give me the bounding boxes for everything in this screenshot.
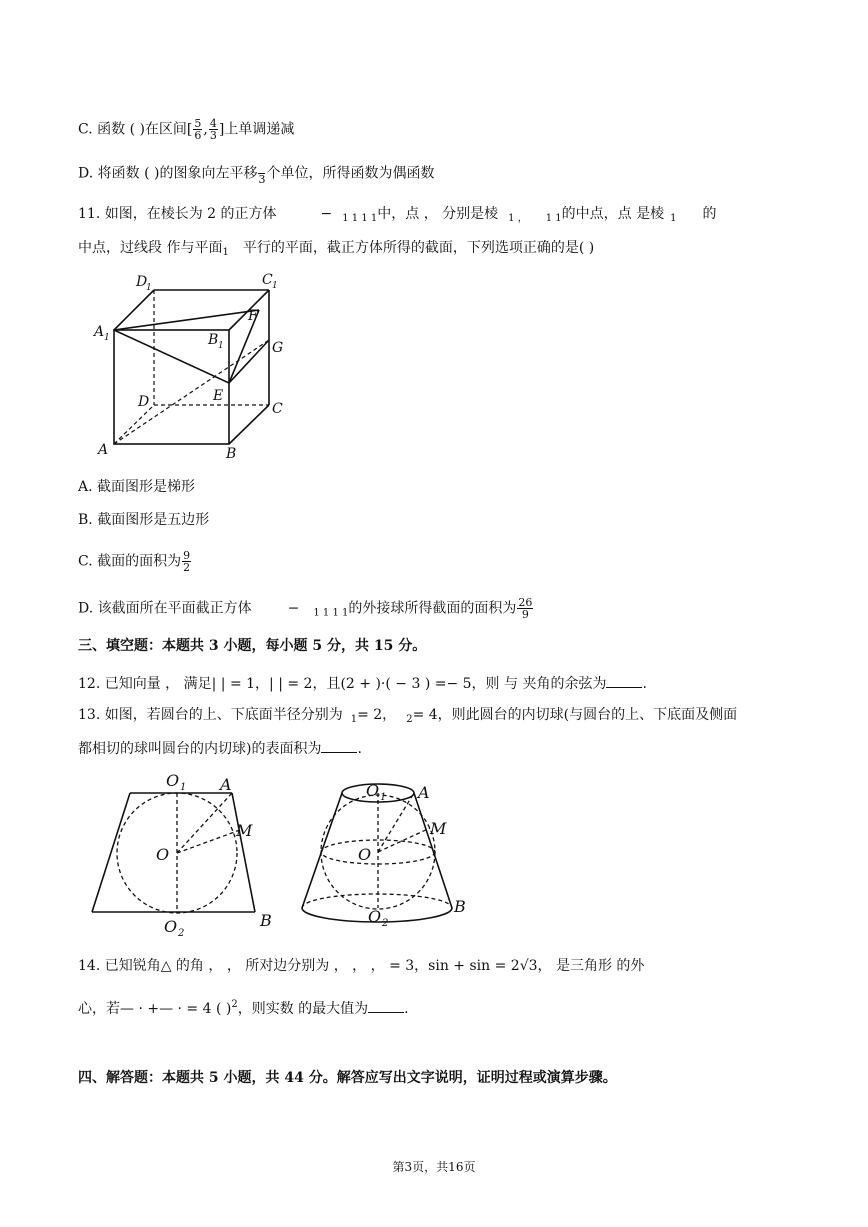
answer-blank[interactable] — [606, 673, 642, 688]
q11-option-d: D. 该截面所在平面截正方体 − $_{1 1 1 1}$的外接球所得截面的面积为 $\frac{26}{9}$ — [78, 596, 533, 621]
label-b: B — [226, 446, 237, 462]
answer-blank[interactable] — [368, 998, 404, 1013]
svg-text:1: 1 — [218, 341, 224, 351]
fraction: $\frac{26}{9}$ — [518, 596, 533, 621]
svg-text:1: 1 — [180, 782, 187, 793]
fraction: $\frac{9}{2}$ — [183, 549, 191, 574]
page-footer: 第3页，共16页 — [392, 1160, 476, 1174]
label-c: C — [272, 401, 283, 417]
fraction: $\frac{4}{3}$ — [209, 117, 217, 142]
svg-text:2: 2 — [178, 928, 185, 936]
svg-text:B: B — [260, 911, 272, 930]
svg-text:B: B — [454, 897, 466, 916]
q10-option-c: C. 函数 ( )在区间[ $\frac{5}{6}$ , $\frac{4}{3}$ ]上单调递减 — [78, 117, 295, 142]
fraction: $\frac{5}{6}$ — [194, 117, 202, 142]
svg-text:1: 1 — [146, 283, 152, 293]
section-4-heading: 四、解答题：本题共 5 小题，共 44 分。解答应写出文字说明，证明过程或演算步骤。 — [78, 1070, 617, 1086]
svg-text:1: 1 — [380, 792, 387, 803]
svg-text:O: O — [164, 917, 178, 936]
section-3-heading: 三、填空题：本题共 3 小题，每小题 5 分，共 15 分。 — [78, 638, 427, 654]
q11-stem-line1: 11. 如图，在棱长为 2 的正方体 − $_{1 1 1 1}$中，点 ， 分别是棱 $_{1 ,}$ $_{1 1}$的中点，点 是棱 $_1$ 的 — [78, 206, 717, 224]
cube-figure — [88, 268, 298, 468]
svg-text:O: O — [156, 845, 170, 864]
label-e: E — [213, 388, 224, 404]
svg-text:O: O — [366, 781, 380, 800]
frustum-solid-figure — [292, 766, 492, 936]
frustum-section-figure — [80, 766, 280, 936]
label-d: D — [138, 394, 150, 410]
label-b1: B — [208, 332, 219, 348]
svg-text:A: A — [418, 783, 430, 802]
q14-stem-line2: 心，若— · +— · = 4 ( )$^2$，则实数 的最大值为 . — [78, 999, 409, 1017]
label-a1: A — [94, 324, 105, 340]
svg-text:M: M — [236, 821, 253, 840]
svg-text:O: O — [166, 771, 180, 790]
svg-text:M: M — [430, 819, 447, 838]
q14-stem-line1: 14. 已知锐角△ 的角 ， ， 所对边分别为 ， ， ， = 3，sin + sin = 2√3， 是三角形 的外 — [78, 958, 645, 974]
q11-option-a: A. 截面图形是梯形 — [78, 479, 196, 495]
q11-option-c: C. 截面的面积为 $\frac{9}{2}$ — [78, 549, 191, 574]
q10-option-d: D. 将函数 ( )的图象向左平移 3 个单位，所得函数为偶函数 — [78, 162, 434, 185]
svg-text:O: O — [358, 845, 372, 864]
svg-text:O: O — [368, 907, 382, 926]
q13-stem-line1: 13. 如图，若圆台的上、下底面半径分别为 $_1$= 2， $_2$= 4，则此圆台的内切球(与圆台的上、下底面及侧面 — [78, 707, 738, 725]
svg-text:A: A — [220, 775, 232, 794]
label-c1: C — [262, 272, 273, 288]
svg-text:1: 1 — [104, 333, 110, 343]
svg-text:1: 1 — [272, 281, 278, 291]
label-g: G — [272, 340, 284, 356]
label-a: A — [98, 442, 109, 458]
q12-stem: 12. 已知向量 ， 满足| | = 1，| | = 2，且(2 + )·( − 3 ) =− 5，则 与 夹角的余弦为 . — [78, 673, 647, 694]
answer-blank[interactable] — [321, 738, 357, 753]
q11-stem-line2: 中点，过线段 作与平面$_1$ 平行的平面，截正方体所得的截面，下列选项正确的是( ) — [78, 240, 595, 258]
label-f: F — [248, 308, 258, 324]
label-d1: D — [136, 274, 148, 290]
q13-stem-line2: 都相切的球叫圆台的内切球)的表面积为 . — [78, 738, 362, 759]
q11-option-b: B. 截面图形是五边形 — [78, 512, 210, 528]
svg-text:2: 2 — [382, 918, 389, 929]
fraction: 3 — [258, 162, 265, 185]
